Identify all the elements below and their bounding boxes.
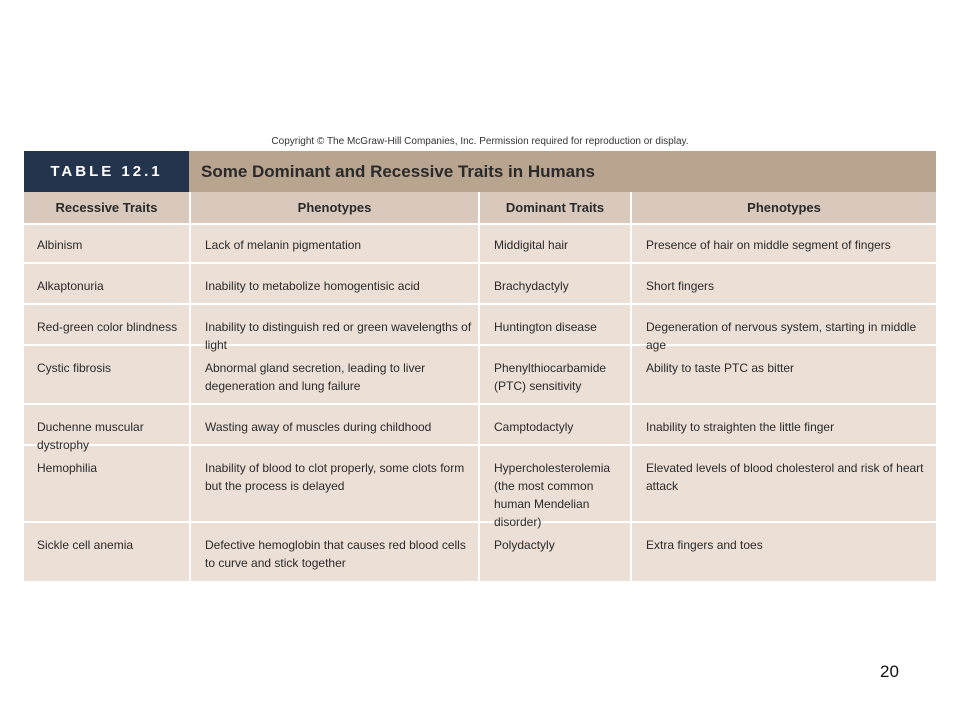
dominant-trait-cell: Huntington disease (494, 320, 597, 334)
column-divider (478, 192, 480, 581)
header-dominant-traits: Dominant Traits (505, 200, 605, 215)
table-row (24, 523, 936, 581)
table-title: Some Dominant and Recessive Traits in Humans (201, 162, 595, 181)
recessive-trait-cell: Hemophilia (37, 461, 98, 475)
dominant-phenotype-cell: Degeneration of nervous system, starting in middle age (646, 320, 917, 352)
header-recessive-phenotypes: Phenotypes (297, 200, 372, 215)
column-divider (189, 192, 191, 581)
recessive-phenotype-cell: Lack of melanin pigmentation (205, 238, 362, 252)
recessive-trait-cell: Duchenne muscular dystrophy (37, 420, 144, 452)
table-row (24, 346, 936, 405)
dominant-phenotype-cell: Extra fingers and toes (646, 538, 763, 552)
page-number: 20 (880, 662, 899, 681)
table-row (24, 405, 936, 452)
dominant-trait-cell: Phenylthiocarbamide (PTC) sensitivity (494, 361, 607, 393)
recessive-phenotype-cell: Inability of blood to clot properly, some clots form but the process is delayed (205, 461, 465, 493)
recessive-trait-cell: Albinism (37, 238, 83, 252)
recessive-trait-cell: Cystic fibrosis (37, 361, 112, 375)
recessive-phenotype-cell: Defective hemoglobin that causes red blood cells to curve and stick together (205, 538, 466, 570)
dominant-phenotype-cell: Ability to taste PTC as bitter (646, 361, 795, 375)
table-label: TABLE 12.1 (24, 151, 189, 192)
table-title-bar (24, 151, 936, 192)
recessive-trait-cell: Alkaptonuria (37, 279, 104, 293)
table-header-row (24, 192, 936, 225)
recessive-phenotype-cell: Abnormal gland secretion, leading to liver degeneration and lung failure (205, 361, 426, 393)
recessive-phenotype-cell: Inability to metabolize homogentisic acid (205, 279, 420, 293)
table-row (24, 264, 936, 305)
table-row (24, 446, 936, 529)
dominant-phenotype-cell: Short fingers (646, 279, 715, 293)
recessive-phenotype-cell: Inability to distinguish red or green wavelengths of light (205, 320, 472, 352)
copyright-notice: Copyright © The McGraw-Hill Companies, Inc. Permission required for reproduction or display. (271, 136, 689, 147)
table-row (24, 223, 936, 264)
dominant-phenotype-cell: Presence of hair on middle segment of fingers (646, 238, 891, 252)
recessive-phenotype-cell: Wasting away of muscles during childhood (205, 420, 432, 434)
header-recessive-traits: Recessive Traits (55, 200, 158, 215)
recessive-trait-cell: Sickle cell anemia (37, 538, 134, 552)
column-divider (630, 192, 632, 581)
dominant-trait-cell: Brachydactyly (494, 279, 569, 293)
dominant-trait-cell: Camptodactyly (494, 420, 574, 434)
dominant-phenotype-cell: Elevated levels of blood cholesterol and risk of heart attack (646, 461, 924, 493)
recessive-trait-cell: Red-green color blindness (37, 320, 178, 334)
dominant-phenotype-cell: Inability to straighten the little finger (646, 420, 835, 434)
header-dominant-phenotypes: Phenotypes (747, 200, 821, 215)
dominant-trait-cell: Polydactyly (494, 538, 555, 552)
dominant-trait-cell: Hypercholesterolemia (the most common human Mendelian disorder) (494, 461, 611, 529)
table-row (24, 305, 936, 352)
traits-table (24, 151, 936, 581)
dominant-trait-cell: Middigital hair (494, 238, 569, 252)
